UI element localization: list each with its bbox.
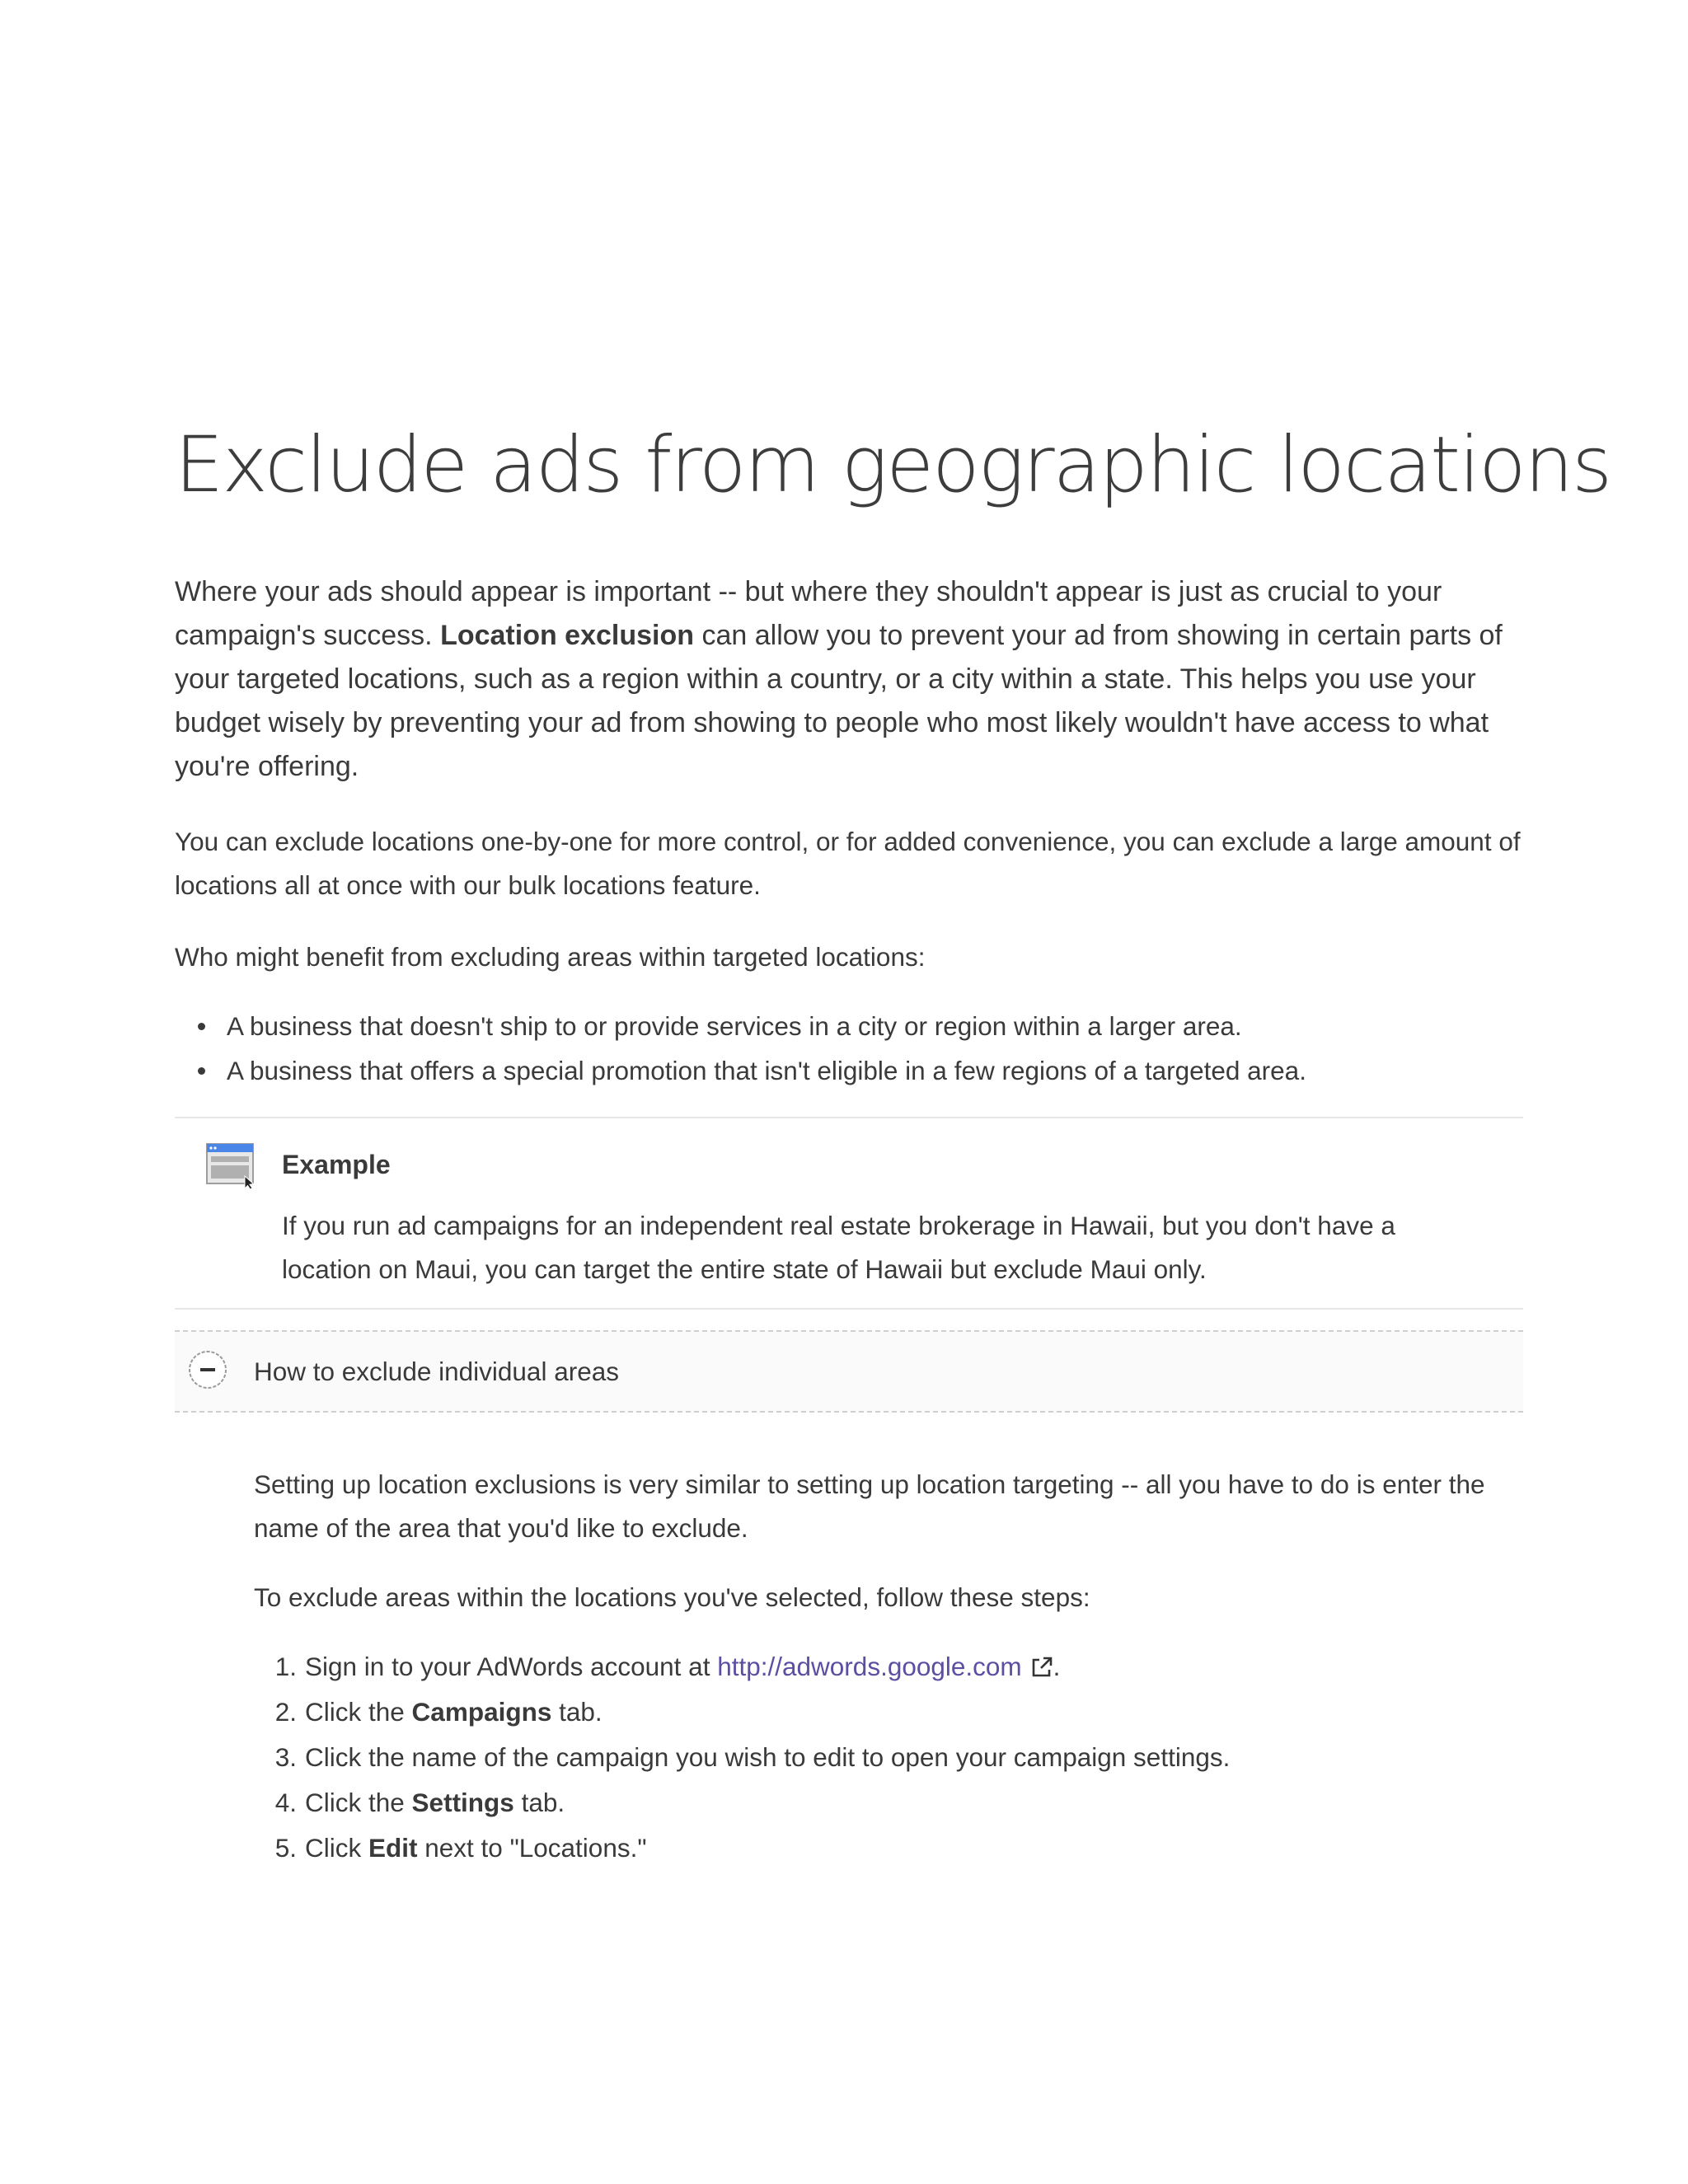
- benefit-paragraph: Who might benefit from excluding areas within targeted locations:: [175, 942, 926, 972]
- accordion-header[interactable]: [175, 1330, 1523, 1413]
- step-text-end: tab.: [551, 1697, 603, 1727]
- steps-list: [254, 1644, 1230, 1871]
- external-link-icon[interactable]: [1030, 1656, 1053, 1679]
- step-number: 3.: [274, 1742, 297, 1772]
- example-callout: [175, 1117, 1523, 1310]
- step-text: Click the: [305, 1697, 412, 1727]
- example-title: Example: [282, 1150, 391, 1179]
- exclusion-intro-paragraph: Setting up location exclusions is very similar to setting up location targeting -- all you have to do is enter the name of the area that you'd like to exclude.: [254, 1469, 1485, 1543]
- benefit-list: [175, 1004, 1306, 1093]
- intro-text-before: Where your ads should appear is important -- but where they shouldn't appear is just as crucial to your campaign's success.: [175, 576, 1442, 651]
- step-number: 2.: [274, 1697, 297, 1727]
- step-item: [254, 1825, 1230, 1871]
- intro-text-after: can allow you to prevent your ad from showing in certain parts of your targeted locations, such as a region within a country, or a city within a state. This helps you use your budget wisely by preventing your ad from showing to people who most likely wouldn't have access to what you're offering.: [175, 620, 1503, 782]
- intro-paragraph: [175, 570, 1523, 789]
- list-item: [175, 1048, 1306, 1093]
- accordion-label[interactable]: How to exclude individual areas: [254, 1357, 619, 1386]
- step-item: [254, 1644, 1230, 1690]
- accordion-body: [254, 1463, 1523, 1863]
- step-text: Click: [305, 1833, 368, 1863]
- list-item: [175, 1004, 1306, 1048]
- intro-bold-term: Location exclusion: [440, 620, 695, 651]
- step-text-end: next to "Locations.": [417, 1833, 647, 1863]
- browser-window-cursor-icon: [206, 1143, 257, 1189]
- bullet-dot-icon: [198, 1023, 205, 1030]
- adwords-link[interactable]: http://adwords.google.com: [717, 1652, 1022, 1681]
- step-number: 5.: [274, 1833, 297, 1863]
- step-item: [254, 1735, 1230, 1780]
- step-bold-term: Campaigns: [411, 1697, 552, 1727]
- bullet-dot-icon: [198, 1067, 205, 1075]
- example-text: If you run ad campaigns for an independent real estate brokerage in Hawaii, but you don't have a location on Maui, you can target the entire state of Hawaii but exclude Maui only.: [282, 1211, 1395, 1284]
- step-item: [254, 1690, 1230, 1735]
- step-text-end: tab.: [513, 1788, 565, 1817]
- step-number: 1.: [274, 1652, 297, 1681]
- steps-intro-paragraph: To exclude areas within the locations you've selected, follow these steps:: [254, 1582, 1090, 1612]
- step-bold-term: Edit: [368, 1833, 418, 1863]
- step-text: Click the name of the campaign you wish to edit to open your campaign settings.: [305, 1742, 1231, 1772]
- step-number: 4.: [274, 1788, 297, 1817]
- list-item-text: A business that offers a special promotion that isn't eligible in a few regions of a targeted area.: [227, 1056, 1306, 1085]
- step-text: Click the: [305, 1788, 412, 1817]
- step-text-end: .: [1053, 1652, 1061, 1681]
- page-title: Exclude ads from geographic locations: [175, 420, 1611, 510]
- step-bold-term: Settings: [411, 1788, 514, 1817]
- bulk-paragraph: You can exclude locations one-by-one for more control, or for added convenience, you can exclude a large amount of locations all at once with our bulk locations feature.: [175, 827, 1521, 900]
- step-item: [254, 1780, 1230, 1825]
- step-text: Sign in to your AdWords account at: [305, 1652, 718, 1681]
- list-item-text: A business that doesn't ship to or provide services in a city or region within a larger area.: [227, 1011, 1242, 1041]
- minus-circle-icon[interactable]: [188, 1350, 227, 1390]
